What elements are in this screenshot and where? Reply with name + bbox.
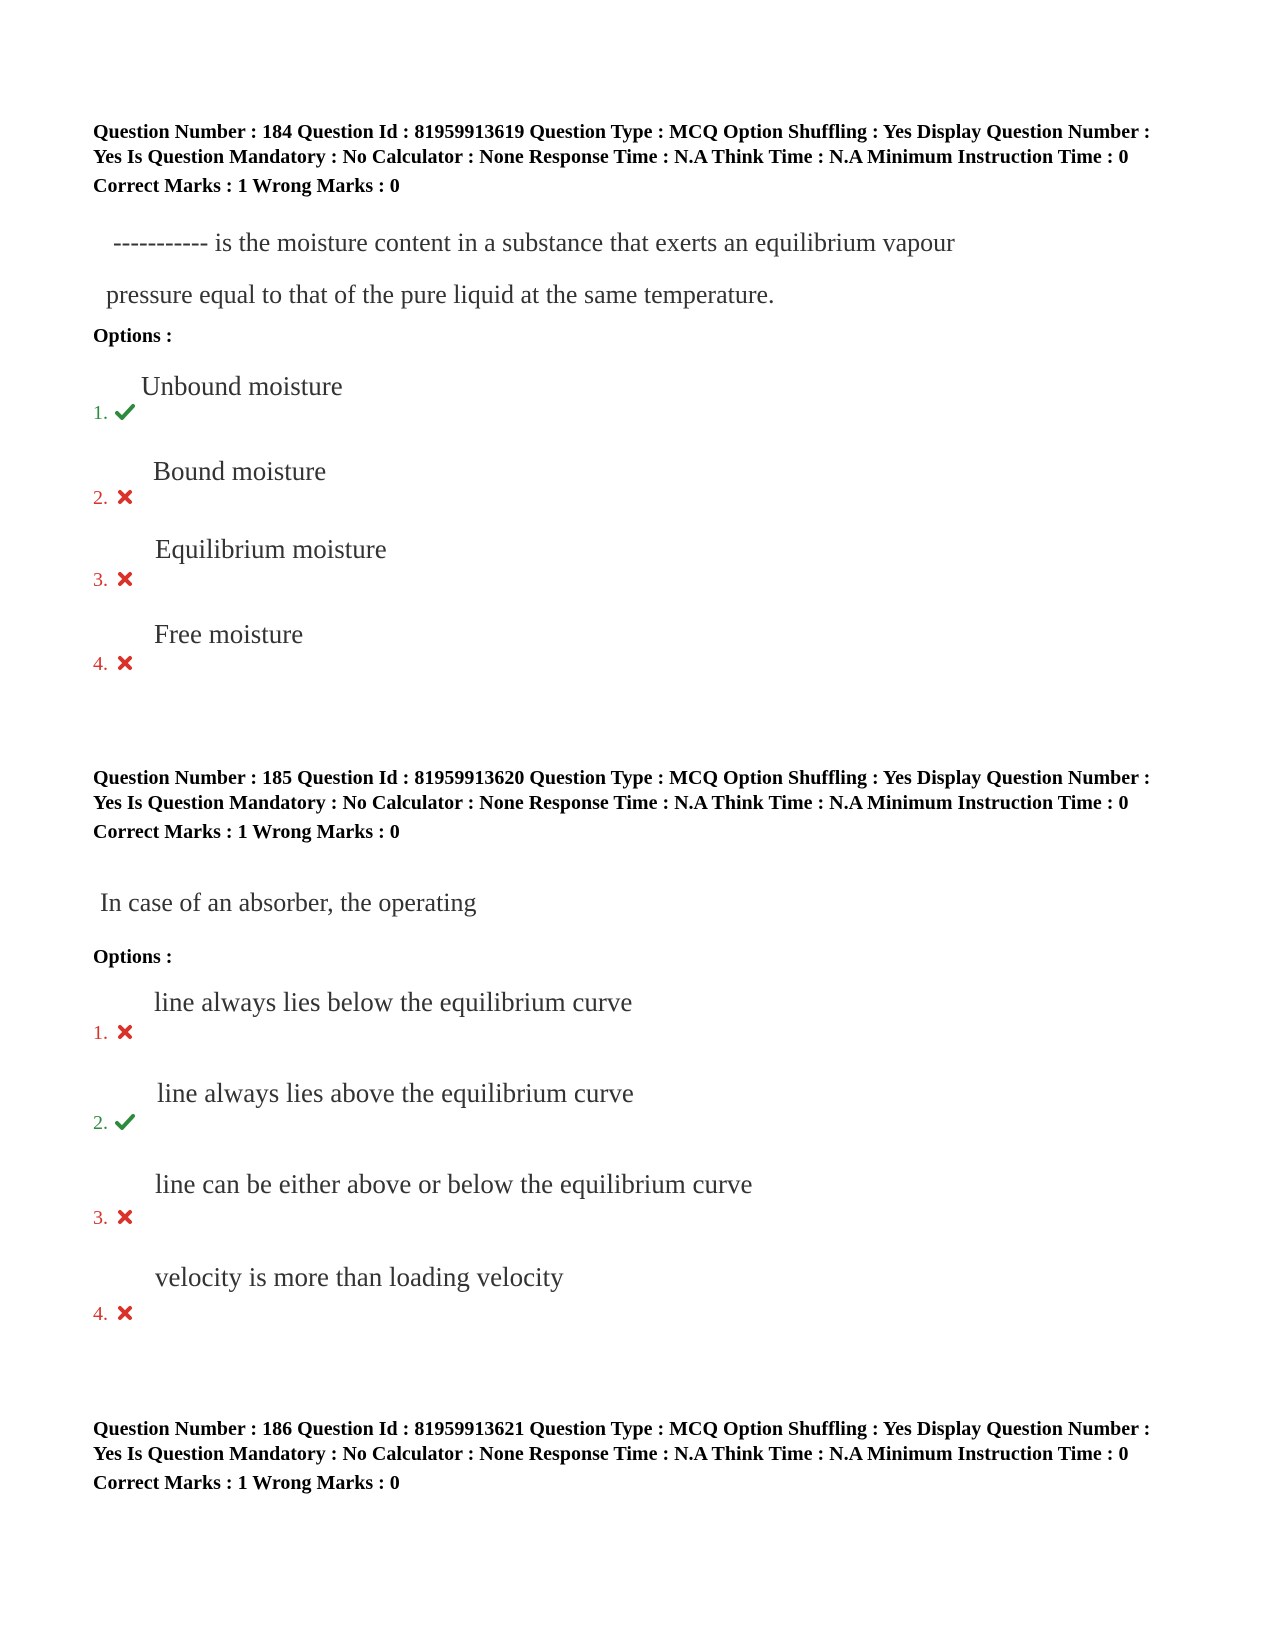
option-text: Free moisture [154, 619, 304, 649]
option-number: 1. [93, 1022, 108, 1044]
question-meta: Question Number : 185 Question Id : 81959913620 Question Type : MCQ Option Shuffling : Yes Display Question Number : Yes Is Question Mandatory : No Calculator : None Response Time : N.A Think Time : N.A Minimum Instruction Time : 0 [93, 767, 1151, 814]
option-number: 2. [93, 1112, 108, 1134]
option-3 [93, 534, 993, 592]
cross-icon [115, 1208, 135, 1226]
question-marks: Correct Marks : 1 Wrong Marks : 0 [93, 1472, 400, 1494]
question-marks: Correct Marks : 1 Wrong Marks : 0 [93, 175, 400, 197]
cross-icon [115, 1304, 135, 1322]
options-label: Options : [93, 325, 173, 347]
question-marks: Correct Marks : 1 Wrong Marks : 0 [93, 821, 400, 843]
question-stem-line-1: ----------- is the moisture content in a substance that exerts an equilibrium vapour [113, 228, 955, 257]
option-text: line always lies below the equilibrium curve [154, 987, 633, 1017]
option-text: Equilibrium moisture [155, 534, 387, 564]
question-stem-line-2: pressure equal to that of the pure liquid at the same temperature. [106, 280, 775, 309]
option-number: 2. [93, 487, 108, 509]
option-4 [93, 619, 993, 676]
option-number: 4. [93, 653, 108, 675]
option-text: line can be either above or below the equilibrium curve [155, 1169, 753, 1199]
options-label: Options : [93, 946, 173, 968]
question-186-header [93, 1417, 1183, 1495]
option-text: velocity is more than loading velocity [155, 1262, 564, 1292]
option-text: Unbound moisture [141, 371, 343, 401]
option-number: 1. [93, 402, 108, 424]
option-number: 4. [93, 1303, 108, 1325]
option-text: Bound moisture [153, 456, 327, 486]
question-stem-line-1: In case of an absorber, the operating [100, 888, 477, 917]
question-185-header [93, 766, 1183, 844]
cross-icon [115, 488, 135, 506]
option-2 [93, 1078, 993, 1135]
option-2 [93, 456, 993, 510]
cross-icon [115, 570, 135, 588]
question-meta: Question Number : 186 Question Id : 81959913621 Question Type : MCQ Option Shuffling : Yes Display Question Number : Yes Is Question Mandatory : No Calculator : None Response Time : N.A Think Time : N.A Minimum Instruction Time : 0 [93, 1418, 1151, 1465]
option-number: 3. [93, 1207, 108, 1229]
check-icon [115, 1113, 135, 1131]
option-4 [93, 1262, 993, 1326]
cross-icon [115, 654, 135, 672]
option-1 [93, 371, 993, 425]
option-text: line always lies above the equilibrium curve [157, 1078, 634, 1108]
check-icon [115, 403, 135, 421]
cross-icon [115, 1023, 135, 1041]
option-number: 3. [93, 569, 108, 591]
question-meta: Question Number : 184 Question Id : 81959913619 Question Type : MCQ Option Shuffling : Yes Display Question Number : Yes Is Question Mandatory : No Calculator : None Response Time : N.A Think Time : N.A Minimum Instruction Time : 0 [93, 121, 1151, 168]
question-184-header [93, 120, 1183, 198]
option-1 [93, 987, 993, 1045]
option-3 [93, 1169, 993, 1230]
